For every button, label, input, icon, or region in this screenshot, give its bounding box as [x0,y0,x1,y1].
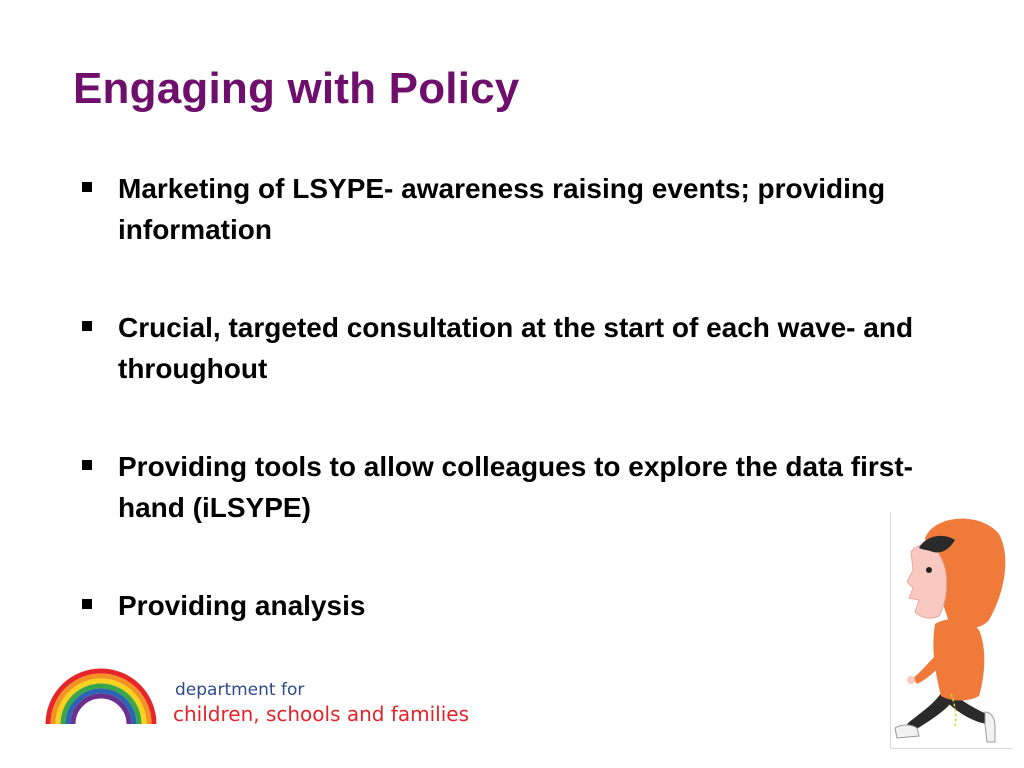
bullet-item [78,585,938,626]
bullet-marker-icon [82,321,92,331]
bullet-text: Crucial, targeted consultation at the start of each wave- and throughout [118,312,914,384]
logo-line-department: department for [175,680,305,700]
bullet-marker-icon [82,182,92,192]
bullet-item [78,446,938,528]
rainbow-icon [42,664,160,726]
bullet-list [78,168,938,683]
department-logo [42,664,512,734]
walking-child-icon [891,512,1013,748]
bullet-text: Marketing of LSYPE- awareness raising events; providing information [118,173,886,245]
logo-line-children: children, schools and families [173,702,470,726]
bullet-marker-icon [82,599,92,609]
bullet-text: Providing tools to allow colleagues to explore the data first-hand (iLSYPE) [118,451,914,523]
bullet-text: Providing analysis [118,590,366,621]
bullet-item [78,168,938,250]
illustration-frame [890,512,1013,749]
slide-title: Engaging with Policy [73,64,520,113]
bullet-marker-icon [82,460,92,470]
bullet-item [78,307,938,389]
